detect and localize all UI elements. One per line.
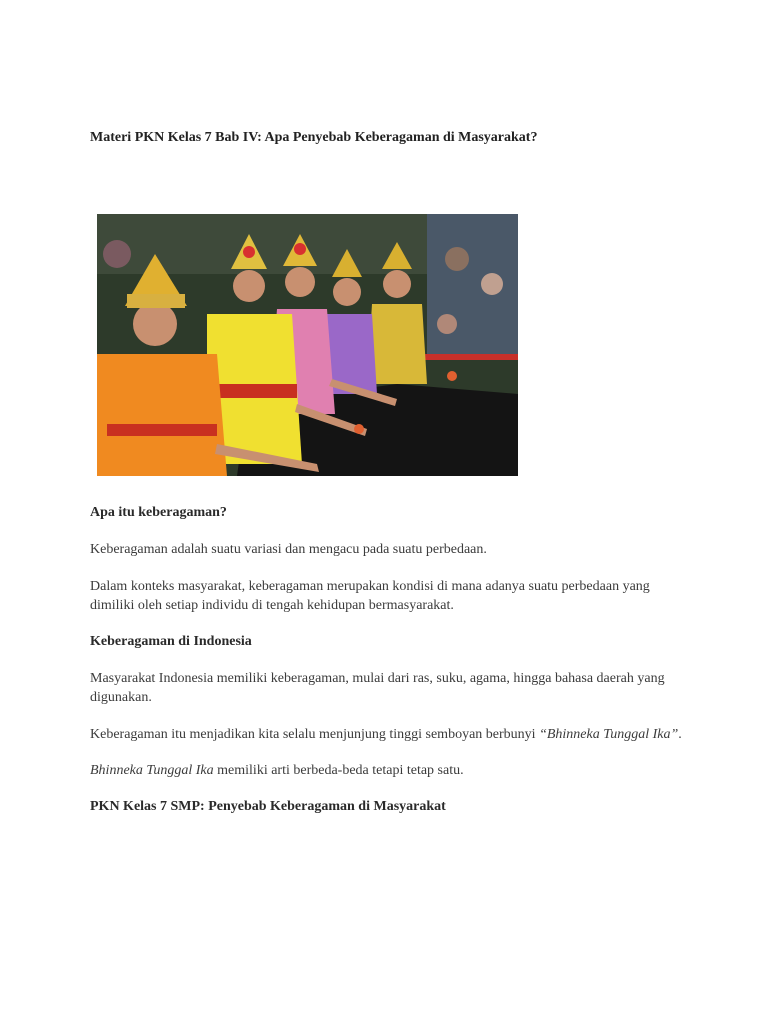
paragraph-definition: Keberagaman adalah suatu variasi dan mengacu pada suatu perbedaan. (90, 542, 487, 557)
paragraph-motto (90, 725, 690, 744)
motto-name: Bhinneka Tunggal Ika (90, 763, 214, 778)
paragraph-context: Dalam konteks masyarakat, keberagaman merupakan kondisi di mana adanya suatu perbedaan yang dimiliki oleh setiap individu di tengah kehidupan bermasyarakat. (90, 579, 650, 613)
heading-causes: PKN Kelas 7 SMP: Penyebab Keberagaman di Masyarakat (90, 799, 446, 814)
motto-suffix: . (678, 727, 682, 742)
heading-diversity-indonesia: Keberagaman di Indonesia (90, 634, 252, 649)
motto-quote: “Bhinneka Tunggal Ika” (539, 727, 679, 742)
paragraph-motto-meaning (90, 761, 690, 780)
paragraph-indonesia: Masyarakat Indonesia memiliki keberagaman, mulai dari ras, suku, agama, hingga bahasa daerah yang digunakan. (90, 671, 665, 705)
document-title: Materi PKN Kelas 7 Bab IV: Apa Penyebab Keberagaman di Masyarakat? (90, 130, 538, 145)
photo-icon (97, 214, 518, 476)
dancers-photo (97, 214, 518, 476)
motto-prefix: Keberagaman itu menjadikan kita selalu menjunjung tinggi semboyan berbunyi (90, 727, 540, 742)
article-body (90, 504, 690, 816)
heading-what-is-diversity: Apa itu keberagaman? (90, 505, 227, 520)
motto-meaning-text: memiliki arti berbeda-beda tetapi tetap satu. (213, 763, 464, 778)
